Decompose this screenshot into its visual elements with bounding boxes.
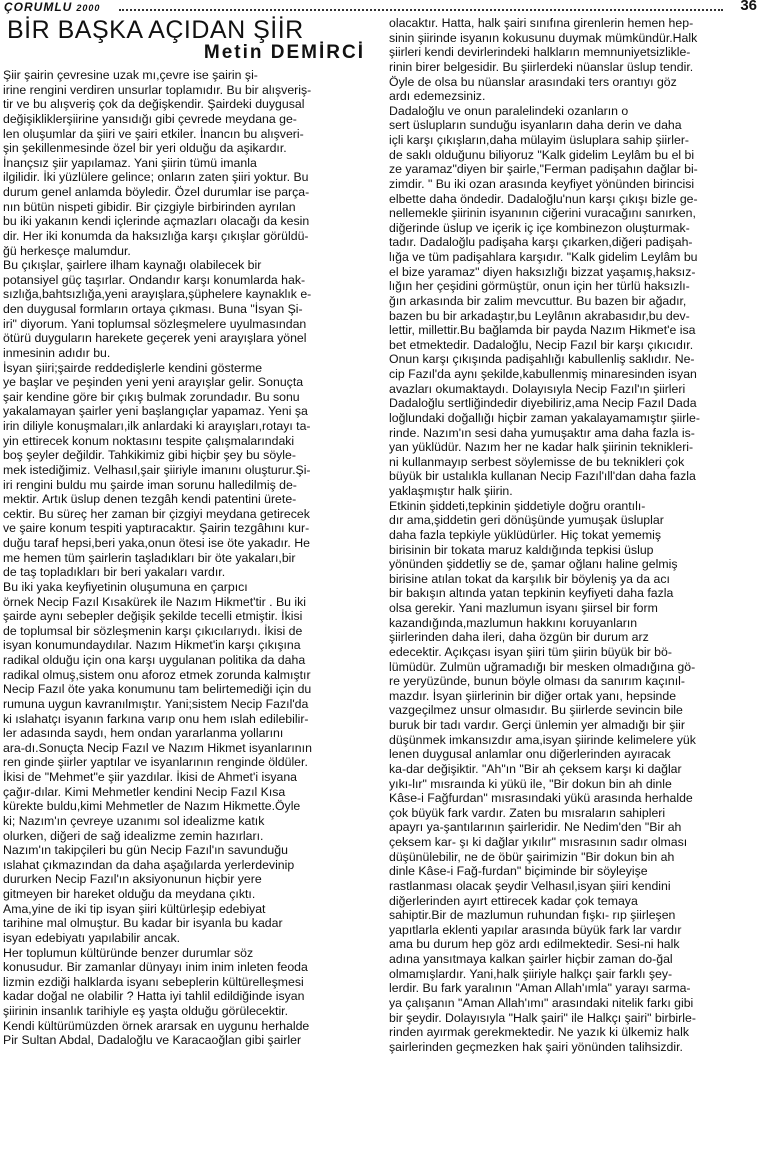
left-column [3, 0, 381, 1048]
publication-year: 2000 [76, 3, 101, 13]
publication-title: ÇORUMLU [4, 0, 73, 14]
article-author: Metin DEMİRCİ [203, 42, 365, 63]
article-title: BİR BAŞKA AÇIDAN ŞİİR [7, 16, 304, 44]
right-column [389, 16, 759, 1054]
page-number: 36 [740, 0, 757, 14]
left-column-text: Şiir şairin çevresine uzak mı,çevre ise şairin şi- irine rengini verdiren unsurlar toplamıdır. Bu bir alışveriş- tir ve bu alışveriş çok da değişkendir. Şairdeki duygusal değişikliklerşiirine yansıdığı gibi çevrede meydana ge- len oluşumlar da şiiri ve şairi etkiler. İnancın bu alışveri- şin şekillenmesinde özel bir yeri olduğu da aşikardır. İnançsız şiir yapılamaz. Yani şiirin tümü imanla ilgilidir. İki yüzlülere gelince; onların zaten şiiri yoktur. Bu durum genel anlamda böyledir. Özel durumlar ise parça- nın bütün nispeti gibidir. Bir çizgiyle birbirinden ayrılan bu iki yakanın kendi içlerinde açmazları olacağı da kesin dir. Her iki konumda da haksızlığa karşı çıkışlar görüldü- ğü herkesçe malumdur. Bu çıkışlar, şairlere ilham kaynağı olabilecek bir potansiyel güç taşırlar. Ondandır karşı konumlarda hak- sızlığa,bahtsızlığa,yeni arayışlara,şüphelere kaynaklık e- den duygusal formların ortaya çıkması. Buna "İsyan Şi- iri" diyorum. Yani toplumsal sözleşmelere uyulmasından ötürü duyguların harekete geçerek yeni arayışlara yönel inmesinin adıdır bu. İsyan şiiri;şairde reddedişlerle kendini gösterme ye başlar ve peşinden yeni yeni arayışlar gelir. Sonuçta şair kendine göre bir çıkış bulmak zorundadır. Bu sonu yakalamayan şairler yeni başlangıçlar yapamaz. Yeni şa irin diliyle konuşmaları,ilk anlardaki ki arayışları,rotayı ta- yin ettirecek konum noktasını tespite çalışmalarındaki boş şeyler değildir. Tahkikimiz gibi hiçbir şey bu söyle- mek istediğimiz. Velhasıl,şair şiiriyle imanını oluşturur.Şi- iri rengini buldu mu şairde iman sorunu halledilmiş de- mektir. Artık üslup denen tezgâh kendi patentini ürete- cektir. Bu süreç her zaman bir çizgiyi meydana getirecek ve şaire konum tespiti yaptıracaktır. Şairin tezgâhını kur- duğu taraf hepsi,beri yaka,onun ötesi ise öte yakadır. He me hemen tüm şairlerin taşladıkları bir öte yakaları,bir de taş topladıkları bir beri yakaları vardır. Bu iki yaka keyfiyetinin oluşumuna en çarpıcı örnek Necip Fazıl Kısakürek ile Nazım Hikmet'tir . Bu iki şairde aynı sebepler değişik şekilde tecelli etmiştir. İkisi de toplumsal bir sözleşmenin karşı çıkıcılarıydı. İkisi de isyan konumundaydılar. Nazım Hikmet'in karşı çıkışına radikal olduğu için ona karşı uygulanan politika da daha radikal olmuş,sistem onu aforoz etmek zorunda kalmıştır Necip Fazıl öte yaka konumunu tam belirtemediği için du rumuna uygun kavranılmıştır. Yani;sistem Necip Fazıl'da ki ıslahatçı isyanın farkına varıp onu hem ıslah edilebilir- ler adasında saydı, hem ondan yararlanma yollarını ara-dı.Sonuçta Necip Fazıl ve Nazım Hikmet isyanlarının ren ginde şiirler yaptılar ve isyanlarının renginde öldüler. İkisi de "Mehmet"e şiir yazdılar. İkisi de Ahmet'i isyana çağır-dılar. Kimi Mehmetler kendini Necip Fazıl Kısa kürekte buldu,kimi Mehmetler de Nazım Hikmette.Öyle ki; Nazım'ın çevreye uzanımı sol idealizme katık olurken, diğeri de sağ idealizme zemin hazırları. Nazım'ın takipçileri bu gün Necip Fazıl'ın savunduğu ıslahat çıkmazından da daha aşağılarda yerlerdevinip dururken Necip Fazıl'ın aksiyonunun hiçbir yere gitmeyen bir hareket olduğu da meydana çıktı. Ama,yine de iki tip isyan şiiri kültürleşip edebiyat tarihine mal olmuştur. Bu kadar bir isyanla bu kadar isyan edebiyatı yapılabilir ancak. Her toplumun kültüründe benzer durumlar söz konusudur. Bir zamanlar dünyayı inim inim inleten feoda lizmin ezdiği halklarda isyanı sebeplerin kültürelleşmesi kadar doğal ne olabilir ? Hatta iyi tahlil edildiğinde isyan şiirinin insanlık tarihiyle eş yaşta olduğu görülecektir. Kendi kültürümüzden örnek ararsak en uygunu herhalde Pir Sultan Abdal, Dadaloğlu ve Karacaoğlan gibi şairler [3, 68, 312, 1048]
right-column-text: olacaktır. Hatta, halk şairi sınıfına girenlerin hemen hep- sinin şiirinde isyanın kokusunu duymak mümkündür.Halk şiirleri kendi devirlerindeki halkların memnuniyetsizlikle- rinin birer belgesidir. Bu şiirlerdeki nüanslar üslup tendir. Öyle de olsa bu nüanslar arasındaki ters orantıyı göz ardı edemezsiniz. Dadaloğlu ve onun paralelindeki ozanların o sert üslupların sunduğu isyanların daha derin ve daha içli karşı çıkışların,daha mülayim üsluplara sahip şiirler- de saklı olduğunu biliyoruz "Kalk gidelim Leylâm bu el bi ze yaramaz"diyen bir şairle,"Ferman padişahın dağlar bi- zimdir. " Bu iki ozan arasında keyfiyet yönünden birincisi elbette daha öndedir. Dadaloğlu'nun karşı çıkışı bizle ge- nellemekle şiirinin isyanının ciğerini vuracağını sanırken, diğerinde üslup ve içerik iç içe kombinezon oluşturmak- tadır. Dadaloğlu padişaha karşı çıkarken,diğeri padişah- lığa ve tüm padişahlara karşıdır. "Kalk gidelim Leylâm bu el bize yaramaz" diyen haksızlığı bizzat yaşamış,haksız- lığın her çeşidini görmüştür, onun için her türlü haksızlı- ğın arkasında bir zalim mevcuttur. Bu bazen bir ağadır, bazen bu bir arkadaştır,bu Leylânın akrabasıdır,bu dev- lettir, millettir.Bu bağlamda bir payda Nazım Hikmet'e isa bet etmektedir. Dadaloğlu, Necip Fazıl bir karşı çıkıcıdır. Onun karşı çıkışında padişahlığı kabullenliş saklıdır. Ne- cip Fazıl'da aynı şekilde,kabullenmiş minaresinden isyan avazları okumaktaydı. Dolayısıyla Necip Fazıl'ın şiirleri Dadaloğlu sertliğindedir diyebiliriz,ama Necip Fazıl Dada loğlundaki doğallığı hiçbir zaman yakalayamamıştır şiirle- rinde. Nazım'ın sesi daha yumuşaktır ama daha fazla is- yan yüklüdür. Nazım her ne kadar halk şiirinin teknikleri- ni kullanmayıp serbest söylemisse de bu teknikleri çok büyük bir ustalıkla kullanan Necip Fazıl'ıll'dan daha fazla yaklaşmıştır halk şiirin. Etkinin şiddeti,tepkinin şiddetiyle doğru orantılı- dır ama,şiddetin geri dönüşünde yumuşak üsluplar daha fazla tepkiyle yüklüdürler. Hiç tokat yememiş birisinin bir tokata maruz kaldığında tepkisi üslup yönünden şiddetliy se de, şamar oğlanı haline gelmiş birisine atılan tokat da karşılık bir böyleniş ya da acı bir bakışın altında yatan tepkinin keyfiyeti daha fazla olsa gerekir. Yani mazlumun isyanı şiirsel bir form kazandığında,mazlumun hakkını koruyanların şiirlerinden daha ileri, daha özgün bir durum arz edecektir. Açıkçası isyan şiiri tüm şiirin büyük bir bö- lümüdür. Zulmün uğramadığı bir mesken olmadığına gö- re yeryüzünde, bunun böyle olması da sanırım kaçınıl- mazdır. İsyan şiirlerinin bir diğer ortak yanı, hepsinde vazgeçilmez unsur olmasıdır. Bu şiirlerde sevincin bile buruk bir tadı vardır. Gerçi ünlemin yer almadığı bir şiir düşünmek imkansızdır ama,isyan şiirinde kelimelere yük lenen duygusal anlamlar onu diğerlerinden ayıracak ka-dar değişiktir. "Ah"ın "Bir ah çeksem karşı ki dağlar yıkı-lır" mısraında ki yükü ile, "Bir dokun bin ah dinle Kâse-i Fağfurdan" mısrasındaki yükü arasında herhalde çok büyük fark vardır. Zaten bu mısraların sahipleri apayrı ya-şantılarının şairleridir. Ne Nedim'den "Bir ah çeksem kar- şı ki dağlar yıkılır" mısrasının sadır olması düşünülebilir, ne de öbür şairimizin "Bir dokun bin ah dinle Kâse-i Fağ-furdan" biçiminde bir söyleyişe rastlanması olacak şeydir Velhasıl,isyan şiiri kendini diğerlerinden ayırt ettirecek kadar çok temaya sahiptir.Bir de mazlumun ruhundan fışkı- rıp şiirleşen yapıtlarla eklenti yapılar arasında büyük fark lar vardır ama bu durum hep göz ardı edilmektedir. Sesi-ni halk adına yansıtmaya kalkan şairler hiçbir zaman do-ğal olmamışlardır. Yani,halk şiiriyle halkçı şair farklı şey- lerdir. Bu fark yaralının "Aman Allah'ımla" yarayı sarma- ya çalışanın "Aman Allah'ımı" arasındaki nitelik farkı gibi bir şeydir. Dolayısıyla "Halk şairi" ile Halkçı şairi" birbirle- rinden ayırmak gerekmektedir. Ne yazık ki ülkemiz halk şairlerinden geçmezken hak şairi yönünden talihsizdir. [389, 16, 700, 1054]
